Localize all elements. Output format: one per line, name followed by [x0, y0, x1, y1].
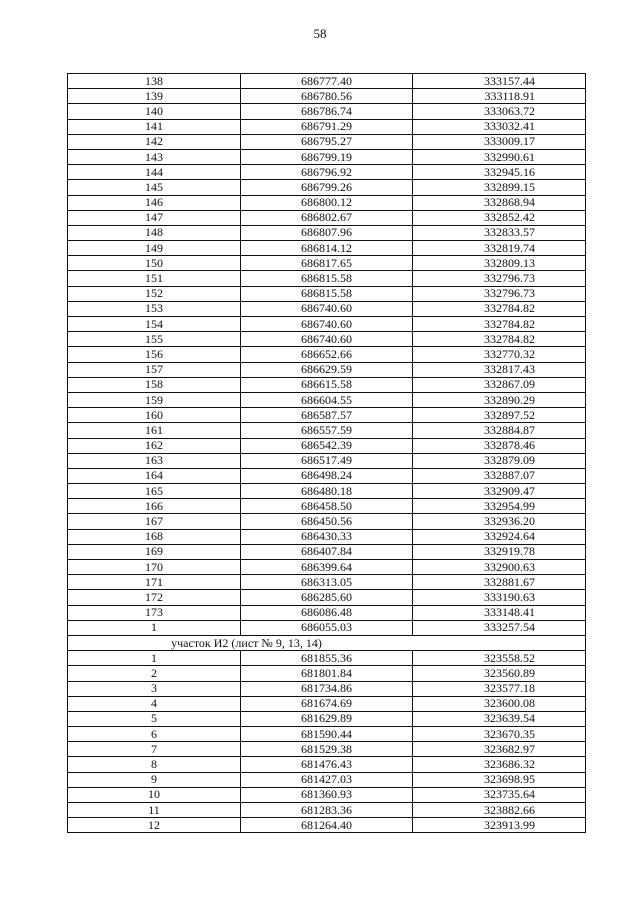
y-coordinate-cell: 332867.09 [413, 377, 586, 392]
table-row [68, 544, 586, 559]
table-row [68, 514, 586, 529]
x-coordinate-cell: 686807.96 [241, 225, 413, 240]
y-coordinate-cell: 332819.74 [413, 241, 586, 256]
table-row [68, 605, 586, 620]
y-coordinate-cell: 323698.95 [413, 772, 586, 787]
point-number-cell: 1 [68, 651, 241, 666]
y-coordinate-cell: 332900.63 [413, 560, 586, 575]
point-number-cell: 168 [68, 529, 241, 544]
table-row [68, 453, 586, 468]
x-coordinate-cell: 686791.29 [241, 119, 413, 134]
point-number-cell: 162 [68, 438, 241, 453]
x-coordinate-cell: 686430.33 [241, 529, 413, 544]
point-number-cell: 171 [68, 575, 241, 590]
point-number-cell: 2 [68, 666, 241, 681]
x-coordinate-cell: 686814.12 [241, 241, 413, 256]
x-coordinate-cell: 681283.36 [241, 803, 413, 818]
point-number-cell: 149 [68, 241, 241, 256]
x-coordinate-cell: 686740.60 [241, 301, 413, 316]
y-coordinate-cell: 333063.72 [413, 104, 586, 119]
table-row [68, 362, 586, 377]
x-coordinate-cell: 681590.44 [241, 727, 413, 742]
table-row [68, 377, 586, 392]
y-coordinate-cell: 323735.64 [413, 787, 586, 802]
y-coordinate-cell: 332897.52 [413, 408, 586, 423]
point-number-cell: 9 [68, 772, 241, 787]
point-number-cell: 164 [68, 468, 241, 483]
x-coordinate-cell: 686786.74 [241, 104, 413, 119]
table-row [68, 149, 586, 164]
point-number-cell: 7 [68, 742, 241, 757]
table-row [68, 711, 586, 726]
point-number-cell: 167 [68, 514, 241, 529]
point-number-cell: 160 [68, 408, 241, 423]
x-coordinate-cell: 686815.58 [241, 286, 413, 301]
section-header-row [68, 635, 586, 650]
point-number-cell: 157 [68, 362, 241, 377]
y-coordinate-cell: 323577.18 [413, 681, 586, 696]
x-coordinate-cell: 686795.27 [241, 134, 413, 149]
point-number-cell: 6 [68, 727, 241, 742]
x-coordinate-cell: 686407.84 [241, 544, 413, 559]
point-number-cell: 138 [68, 74, 241, 89]
table-row [68, 620, 586, 635]
coordinates-table [67, 73, 586, 833]
y-coordinate-cell: 333009.17 [413, 134, 586, 149]
point-number-cell: 5 [68, 711, 241, 726]
y-coordinate-cell: 332887.07 [413, 468, 586, 483]
table-row [68, 286, 586, 301]
point-number-cell: 12 [68, 818, 241, 833]
point-number-cell: 3 [68, 681, 241, 696]
table-row [68, 165, 586, 180]
point-number-cell: 4 [68, 696, 241, 711]
table-row [68, 332, 586, 347]
table-row [68, 696, 586, 711]
table-row [68, 392, 586, 407]
point-number-cell: 142 [68, 134, 241, 149]
table-row [68, 210, 586, 225]
y-coordinate-cell: 332784.82 [413, 301, 586, 316]
x-coordinate-cell: 686055.03 [241, 620, 413, 635]
point-number-cell: 173 [68, 605, 241, 620]
y-coordinate-cell: 332884.87 [413, 423, 586, 438]
x-coordinate-cell: 686587.57 [241, 408, 413, 423]
x-coordinate-cell: 686604.55 [241, 392, 413, 407]
x-coordinate-cell: 681427.03 [241, 772, 413, 787]
table-row [68, 484, 586, 499]
x-coordinate-cell: 686285.60 [241, 590, 413, 605]
x-coordinate-cell: 686815.58 [241, 271, 413, 286]
y-coordinate-cell: 332868.94 [413, 195, 586, 210]
point-number-cell: 146 [68, 195, 241, 210]
table-row [68, 423, 586, 438]
y-coordinate-cell: 332919.78 [413, 544, 586, 559]
point-number-cell: 155 [68, 332, 241, 347]
point-number-cell: 148 [68, 225, 241, 240]
section-label: участок И2 (лист № 9, 13, 14) [68, 635, 586, 650]
table-row [68, 468, 586, 483]
x-coordinate-cell: 686796.92 [241, 165, 413, 180]
x-coordinate-cell: 681734.86 [241, 681, 413, 696]
table-row [68, 818, 586, 833]
y-coordinate-cell: 323913.99 [413, 818, 586, 833]
x-coordinate-cell: 686799.26 [241, 180, 413, 195]
table-row [68, 301, 586, 316]
table-row [68, 74, 586, 89]
point-number-cell: 147 [68, 210, 241, 225]
y-coordinate-cell: 332833.57 [413, 225, 586, 240]
x-coordinate-cell: 686542.39 [241, 438, 413, 453]
y-coordinate-cell: 333257.54 [413, 620, 586, 635]
table-row [68, 666, 586, 681]
table-row [68, 89, 586, 104]
y-coordinate-cell: 332852.42 [413, 210, 586, 225]
y-coordinate-cell: 332899.15 [413, 180, 586, 195]
x-coordinate-cell: 686740.60 [241, 332, 413, 347]
y-coordinate-cell: 323600.08 [413, 696, 586, 711]
y-coordinate-cell: 323682.97 [413, 742, 586, 757]
point-number-cell: 139 [68, 89, 241, 104]
x-coordinate-cell: 686450.56 [241, 514, 413, 529]
point-number-cell: 163 [68, 453, 241, 468]
x-coordinate-cell: 681529.38 [241, 742, 413, 757]
x-coordinate-cell: 681264.40 [241, 818, 413, 833]
x-coordinate-cell: 686802.67 [241, 210, 413, 225]
point-number-cell: 153 [68, 301, 241, 316]
y-coordinate-cell: 333157.44 [413, 74, 586, 89]
table-row [68, 772, 586, 787]
table-row [68, 651, 586, 666]
y-coordinate-cell: 332796.73 [413, 271, 586, 286]
table-row [68, 560, 586, 575]
y-coordinate-cell: 333148.41 [413, 605, 586, 620]
y-coordinate-cell: 332879.09 [413, 453, 586, 468]
y-coordinate-cell: 323558.52 [413, 651, 586, 666]
y-coordinate-cell: 323560.89 [413, 666, 586, 681]
x-coordinate-cell: 681801.84 [241, 666, 413, 681]
x-coordinate-cell: 686557.59 [241, 423, 413, 438]
table-row [68, 681, 586, 696]
point-number-cell: 144 [68, 165, 241, 180]
point-number-cell: 161 [68, 423, 241, 438]
point-number-cell: 169 [68, 544, 241, 559]
x-coordinate-cell: 681629.89 [241, 711, 413, 726]
x-coordinate-cell: 686313.05 [241, 575, 413, 590]
y-coordinate-cell: 323686.32 [413, 757, 586, 772]
y-coordinate-cell: 333190.63 [413, 590, 586, 605]
table-row [68, 438, 586, 453]
point-number-cell: 151 [68, 271, 241, 286]
x-coordinate-cell: 686652.66 [241, 347, 413, 362]
y-coordinate-cell: 332936.20 [413, 514, 586, 529]
x-coordinate-cell: 686086.48 [241, 605, 413, 620]
table-row [68, 757, 586, 772]
y-coordinate-cell: 332809.13 [413, 256, 586, 271]
table-row [68, 803, 586, 818]
point-number-cell: 11 [68, 803, 241, 818]
y-coordinate-cell: 332890.29 [413, 392, 586, 407]
y-coordinate-cell: 332881.67 [413, 575, 586, 590]
y-coordinate-cell: 332796.73 [413, 286, 586, 301]
y-coordinate-cell: 332924.64 [413, 529, 586, 544]
y-coordinate-cell: 323639.54 [413, 711, 586, 726]
y-coordinate-cell: 333118.91 [413, 89, 586, 104]
point-number-cell: 1 [68, 620, 241, 635]
y-coordinate-cell: 332784.82 [413, 317, 586, 332]
table-row [68, 347, 586, 362]
y-coordinate-cell: 332784.82 [413, 332, 586, 347]
table-row [68, 241, 586, 256]
y-coordinate-cell: 332878.46 [413, 438, 586, 453]
x-coordinate-cell: 686800.12 [241, 195, 413, 210]
point-number-cell: 145 [68, 180, 241, 195]
point-number-cell: 140 [68, 104, 241, 119]
table-row [68, 727, 586, 742]
table-row [68, 195, 586, 210]
table-row [68, 575, 586, 590]
point-number-cell: 143 [68, 149, 241, 164]
point-number-cell: 166 [68, 499, 241, 514]
page-number: 58 [313, 26, 327, 41]
y-coordinate-cell: 332990.61 [413, 149, 586, 164]
point-number-cell: 152 [68, 286, 241, 301]
x-coordinate-cell: 686517.49 [241, 453, 413, 468]
point-number-cell: 10 [68, 787, 241, 802]
y-coordinate-cell: 332817.43 [413, 362, 586, 377]
x-coordinate-cell: 686629.59 [241, 362, 413, 377]
x-coordinate-cell: 681855.36 [241, 651, 413, 666]
table-row [68, 499, 586, 514]
point-number-cell: 172 [68, 590, 241, 605]
point-number-cell: 154 [68, 317, 241, 332]
point-number-cell: 165 [68, 484, 241, 499]
y-coordinate-cell: 333032.41 [413, 119, 586, 134]
y-coordinate-cell: 332945.16 [413, 165, 586, 180]
table-row [68, 256, 586, 271]
table-row [68, 134, 586, 149]
point-number-cell: 141 [68, 119, 241, 134]
table-row [68, 180, 586, 195]
x-coordinate-cell: 686615.58 [241, 377, 413, 392]
table-row [68, 742, 586, 757]
point-number-cell: 159 [68, 392, 241, 407]
table-row [68, 104, 586, 119]
x-coordinate-cell: 686498.24 [241, 468, 413, 483]
x-coordinate-cell: 686817.65 [241, 256, 413, 271]
x-coordinate-cell: 681476.43 [241, 757, 413, 772]
table-row [68, 590, 586, 605]
y-coordinate-cell: 323882.66 [413, 803, 586, 818]
x-coordinate-cell: 686480.18 [241, 484, 413, 499]
table-row [68, 271, 586, 286]
x-coordinate-cell: 686799.19 [241, 149, 413, 164]
y-coordinate-cell: 323670.35 [413, 727, 586, 742]
y-coordinate-cell: 332954.99 [413, 499, 586, 514]
table-row [68, 529, 586, 544]
x-coordinate-cell: 681360.93 [241, 787, 413, 802]
point-number-cell: 150 [68, 256, 241, 271]
y-coordinate-cell: 332770.32 [413, 347, 586, 362]
x-coordinate-cell: 681674.69 [241, 696, 413, 711]
x-coordinate-cell: 686740.60 [241, 317, 413, 332]
point-number-cell: 158 [68, 377, 241, 392]
table-row [68, 787, 586, 802]
y-coordinate-cell: 332909.47 [413, 484, 586, 499]
point-number-cell: 170 [68, 560, 241, 575]
x-coordinate-cell: 686458.50 [241, 499, 413, 514]
table-row [68, 408, 586, 423]
table-row [68, 119, 586, 134]
x-coordinate-cell: 686780.56 [241, 89, 413, 104]
x-coordinate-cell: 686777.40 [241, 74, 413, 89]
point-number-cell: 156 [68, 347, 241, 362]
table-row [68, 225, 586, 240]
point-number-cell: 8 [68, 757, 241, 772]
table-row [68, 317, 586, 332]
x-coordinate-cell: 686399.64 [241, 560, 413, 575]
